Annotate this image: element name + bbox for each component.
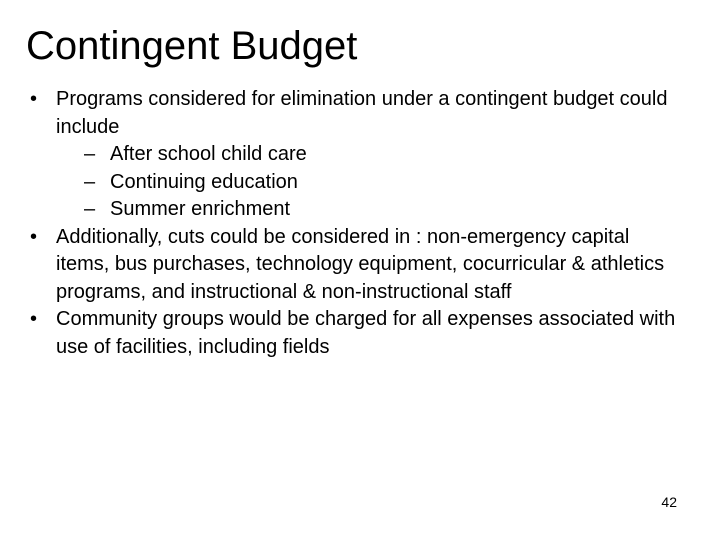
sub-bullet-item: [26, 196, 686, 224]
bullet-item: [26, 224, 686, 307]
sub-bullet-item: [26, 169, 686, 197]
dash-marker: –: [84, 198, 96, 220]
sub-bullet-item: [26, 141, 686, 169]
sub-bullet-text: Summer enrichment: [110, 198, 291, 220]
dash-marker: –: [84, 143, 96, 165]
bullet-item: [26, 306, 686, 361]
bullet-marker: •: [30, 88, 38, 110]
bullet-item: [26, 86, 686, 141]
sub-bullet-text: Continuing education: [110, 170, 298, 193]
bullet-marker: •: [30, 225, 38, 248]
bullet-marker: •: [30, 308, 38, 330]
page-number: 42: [661, 494, 677, 510]
dash-marker: –: [84, 170, 96, 193]
slide-title: Contingent Budget: [26, 24, 358, 68]
bullet-text: Additionally, cuts could be considered in : non-emergency capital items, bus purchases, technology equipment, cocurricular & athletics programs, and instructional & non-instructional staff: [56, 225, 665, 303]
bullet-text: Programs considered for elimination under a contingent budget could include: [56, 88, 668, 138]
slide-body: [26, 86, 686, 361]
sub-bullet-text: After school child care: [110, 143, 307, 165]
bullet-text: Community groups would be charged for all expenses associated with use of facilities, including fields: [56, 308, 676, 358]
